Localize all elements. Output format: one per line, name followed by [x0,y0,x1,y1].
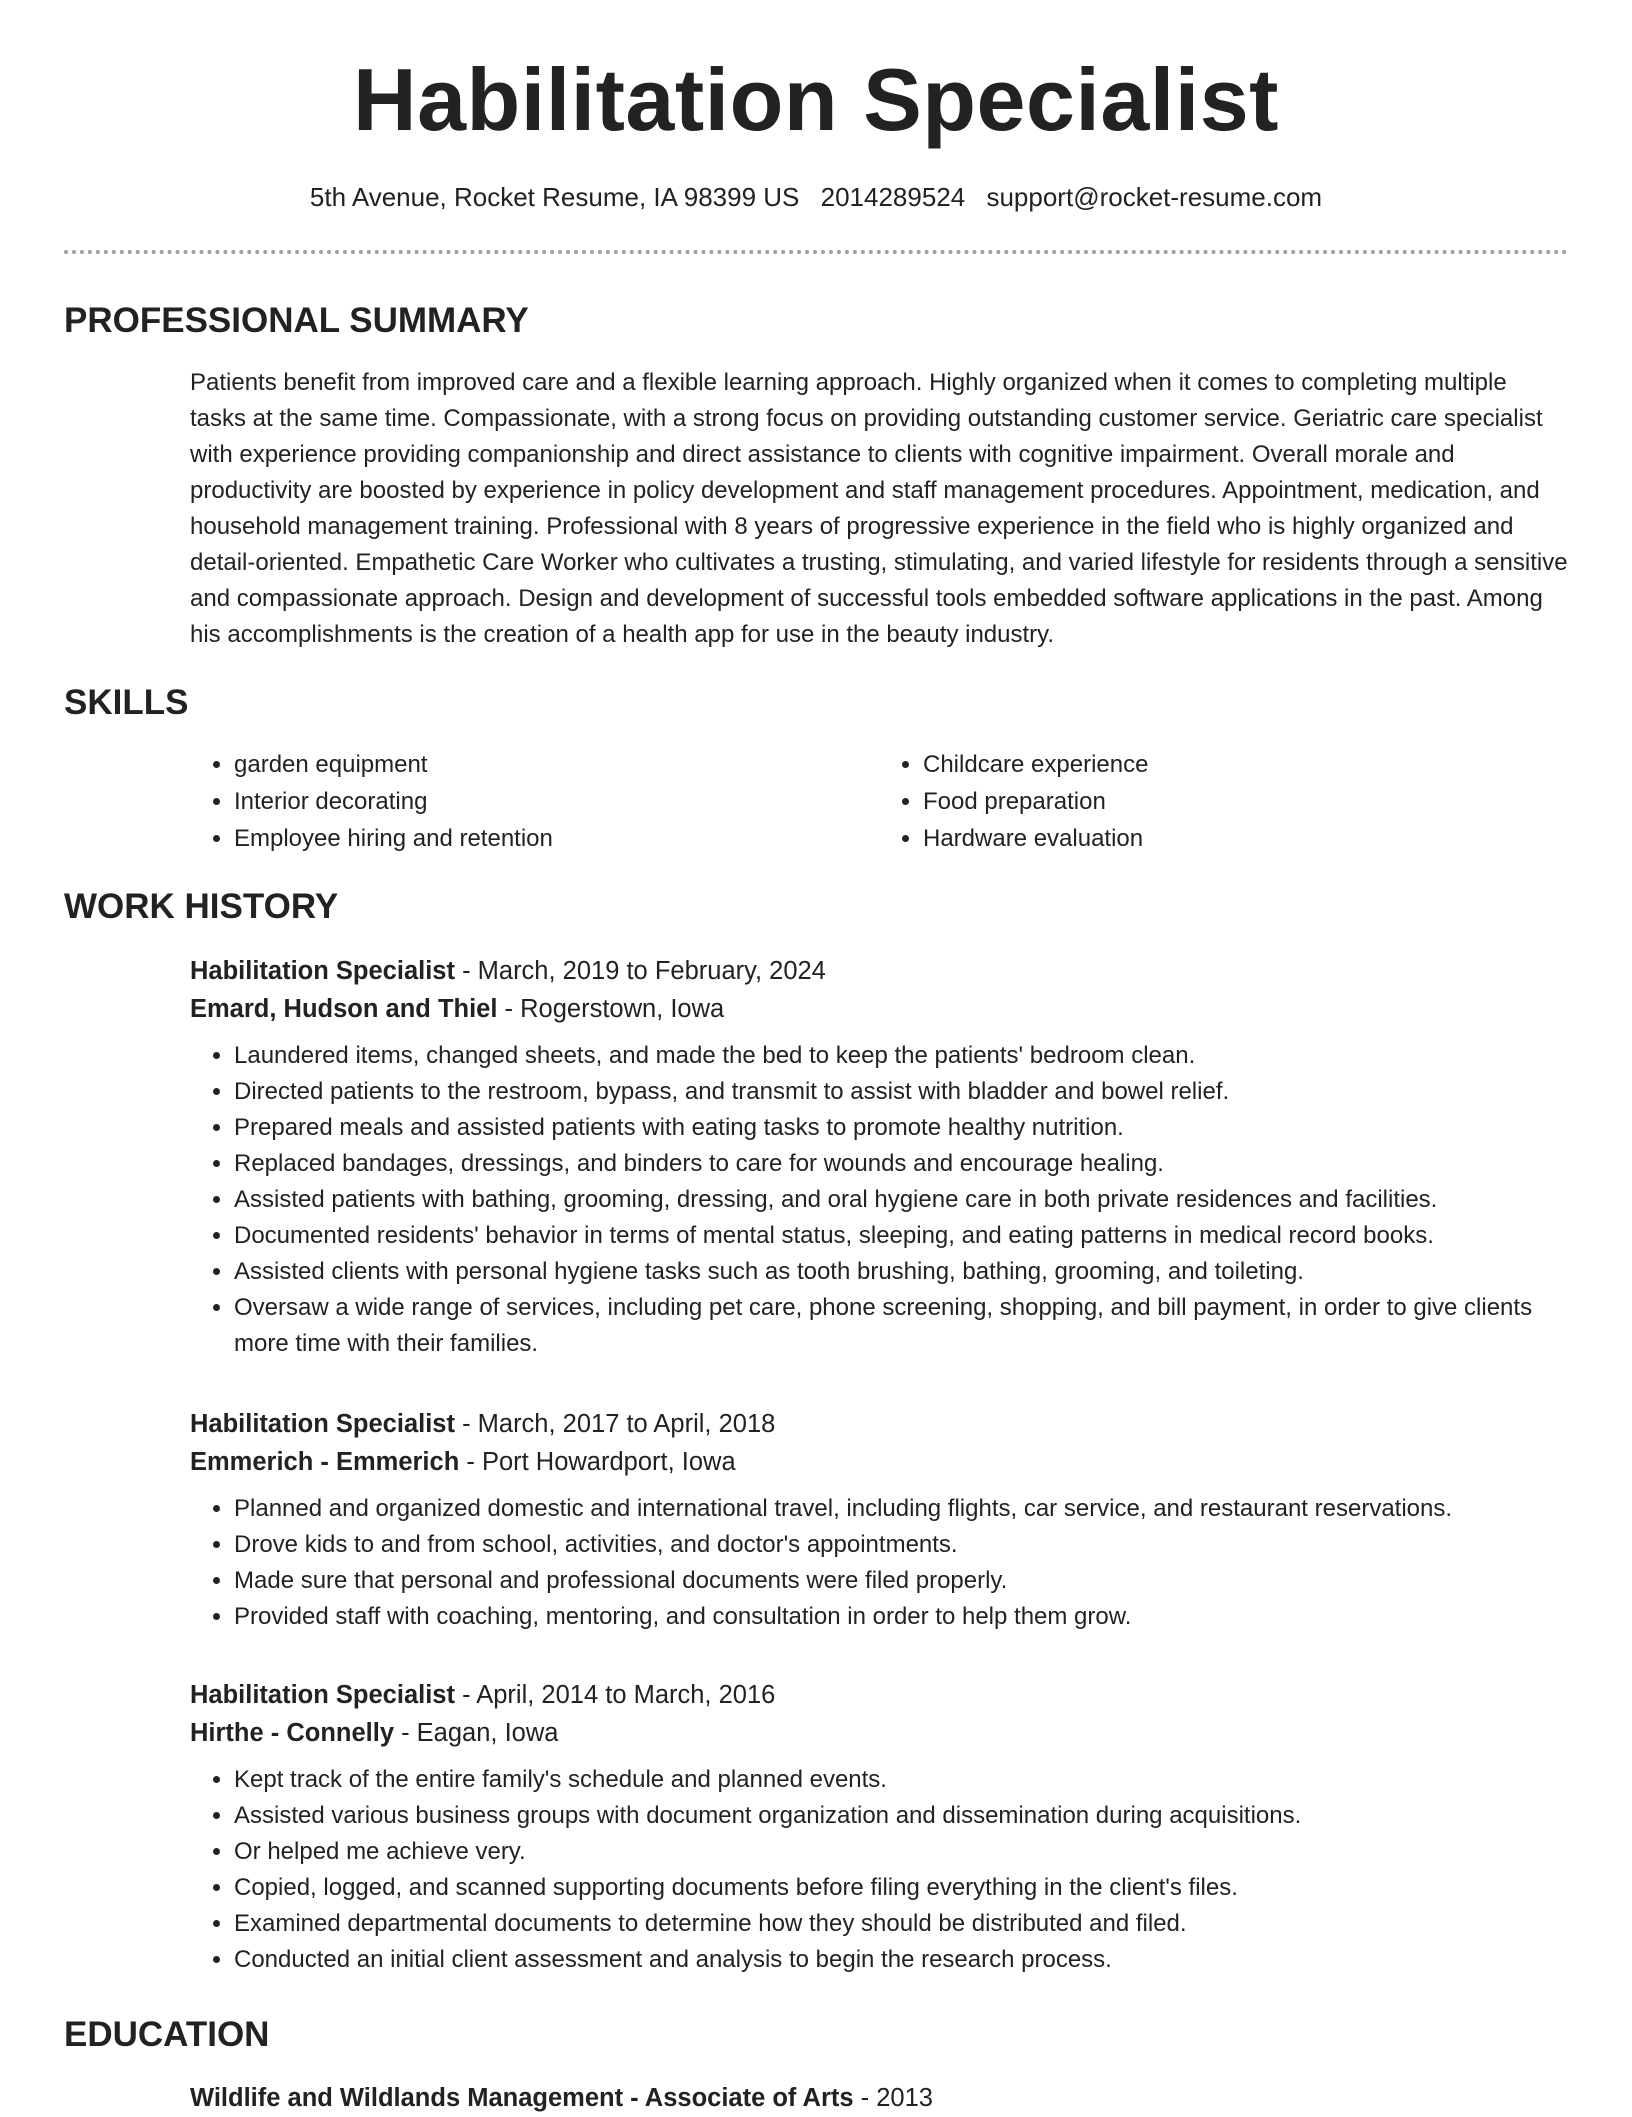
skill-item: • Interior decorating [234,783,879,820]
education-entry [190,2079,1568,2117]
job-company-line [190,1714,1568,1752]
contact-line [0,182,1632,213]
job-company-line [190,990,1568,1028]
job-bullet: • Kept track of the entire family's schedule and planned events. [234,1762,1568,1798]
contact-address: 5th Avenue, Rocket Resume, IA 98399 US [309,182,800,212]
section-title-summary: PROFESSIONAL SUMMARY [64,301,529,340]
education-degree: Wildlife and Wildlands Management - Associate of Arts [190,2084,854,2112]
job-title: Habilitation Specialist [190,1681,455,1709]
job-title-line [190,1405,1568,1443]
section-title-work-history: WORK HISTORY [64,887,339,926]
job-bullet: • Replaced bandages, dressings, and binders to care for wounds and encourage healing. [234,1146,1568,1182]
job-dates: - March, 2017 to April, 2018 [454,1410,776,1438]
skills-column-right [879,746,1568,857]
job-entry [190,952,1568,1362]
job-dates: - March, 2019 to February, 2024 [454,957,826,985]
job-location: - Port Howardport, Iowa [459,1448,736,1476]
skill-item: • Employee hiring and retention [234,820,879,857]
job-bullet: • Provided staff with coaching, mentoring, and consultation in order to help them grow. [234,1599,1568,1635]
summary-text: Patients benefit from improved care and a flexible learning approach. Highly organized when it comes to completing multiple tasks at the same time. Compassionate, with a strong focus on providing outstanding customer service. Geriatric care specialist with experience providing companionship and direct assistance to clients with cognitive impairment. Overall morale and productivity are boosted by experience in policy development and staff management procedures. Appointment, medication, and household management training. Professional with 8 years of progressive experience in the field who is highly organized and detail-oriented. Empathetic Care Worker who cultivates a trusting, stimulating, and varied lifestyle for residents through a sensitive and compassionate approach. Design and development of successful tools embedded software applications in the past. Among his accomplishments is the creation of a health app for use in the beauty industry. [190,369,1568,648]
job-title: Habilitation Specialist [190,957,455,985]
skills-list [190,746,1568,857]
job-bullet: • Documented residents' behavior in terms of mental status, sleeping, and eating patterns in medical record books. [234,1218,1568,1254]
contact-email[interactable]: support@rocket-resume.com [986,182,1323,212]
skill-item: • Food preparation [923,783,1568,820]
job-title: Habilitation Specialist [190,1410,455,1438]
job-bullet: • Directed patients to the restroom, bypass, and transmit to assist with bladder and bowel relief. [234,1074,1568,1110]
job-entry [190,1676,1568,1978]
header-divider [64,250,1568,254]
job-bullets [190,1491,1568,1635]
education-year: - 2013 [853,2084,933,2112]
job-bullet: • Made sure that personal and professional documents were filed properly. [234,1563,1568,1599]
job-dates: - April, 2014 to March, 2016 [454,1681,776,1709]
job-company: Emmerich - Emmerich [190,1448,460,1476]
job-bullet: • Oversaw a wide range of services, including pet care, phone screening, shopping, and bill payment, in order to give clients more time with their families. [234,1290,1568,1362]
resume-title: Habilitation Specialist [353,50,1279,149]
job-bullet: • Drove kids to and from school, activities, and doctor's appointments. [234,1527,1568,1563]
job-bullet: • Copied, logged, and scanned supporting documents before filing everything in the client's files. [234,1870,1568,1906]
job-bullet: • Assisted patients with bathing, grooming, dressing, and oral hygiene care in both private residences and facilities. [234,1182,1568,1218]
job-company-line [190,1443,1568,1481]
section-title-education: EDUCATION [64,2015,270,2054]
job-bullets [190,1762,1568,1978]
job-bullets [190,1038,1568,1362]
skill-item: • Childcare experience [923,746,1568,783]
job-bullet: • Planned and organized domestic and international travel, including flights, car service, and restaurant reservations. [234,1491,1568,1527]
job-entry [190,1405,1568,1635]
job-bullet: • Assisted various business groups with document organization and dissemination during acquisitions. [234,1798,1568,1834]
job-bullet: • Examined departmental documents to determine how they should be distributed and filed. [234,1906,1568,1942]
section-title-skills: SKILLS [64,683,189,722]
skills-column-left [190,746,879,857]
skills-section [190,746,1568,857]
contact-phone: 2014289524 [820,182,966,212]
skill-item: • garden equipment [234,746,879,783]
education-section [190,2079,1568,2117]
job-title-line [190,1676,1568,1714]
job-company: Emard, Hudson and Thiel [190,995,498,1023]
job-location: - Eagan, Iowa [394,1719,559,1747]
job-title-line [190,952,1568,990]
job-bullet: • Laundered items, changed sheets, and made the bed to keep the patients' bedroom clean. [234,1038,1568,1074]
job-company: Hirthe - Connelly [190,1719,395,1747]
job-bullet: • Conducted an initial client assessment and analysis to begin the research process. [234,1942,1568,1978]
job-bullet: • Prepared meals and assisted patients with eating tasks to promote healthy nutrition. [234,1110,1568,1146]
job-bullet: • Or helped me achieve very. [234,1834,1568,1870]
skill-item: • Hardware evaluation [923,820,1568,857]
job-location: - Rogerstown, Iowa [497,995,725,1023]
summary-section [190,365,1568,653]
job-bullet: • Assisted clients with personal hygiene tasks such as tooth brushing, bathing, grooming, and toileting. [234,1254,1568,1290]
